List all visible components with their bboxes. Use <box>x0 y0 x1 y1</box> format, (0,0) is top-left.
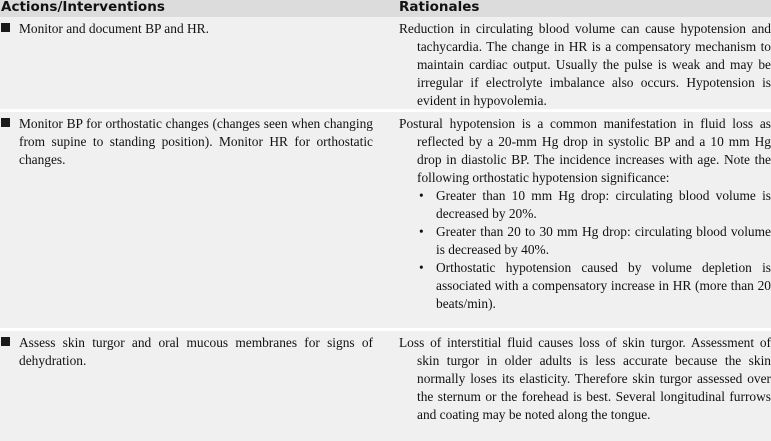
square-bullet-icon <box>1 337 10 346</box>
list-item <box>399 223 771 259</box>
bullet-dot-icon: • <box>419 260 424 275</box>
actions-column-header: Actions/Interventions <box>1 0 165 15</box>
rationale-text: Loss of interstitial fluid causes loss of skin turgor. Assessment of skin turgor in older adults is less accurate because the skin normally loses its elasticity. Therefore skin turgor assessed over the sternum or the forehead is best. Several longitudinal furrows and coating may be noted along the tongue. <box>399 335 771 422</box>
rationale-text: Postural hypotension is a common manifestation in fluid loss as reflected by a 20-mm Hg drop in systolic BP and a 10 mm Hg drop in diastolic BP. The incidence increases with age. Note the following orthostatic hypotension significance: <box>399 116 771 185</box>
list-item-text: Greater than 10 mm Hg drop: circulating blood volume is decreased by 20%. <box>436 188 771 221</box>
table-row <box>0 112 771 328</box>
square-bullet-icon <box>1 118 10 127</box>
orthostatic-significance-list <box>399 187 771 313</box>
bullet-dot-icon: • <box>419 188 424 203</box>
action-text: Monitor and document BP and HR. <box>19 21 209 36</box>
rationale-cell <box>399 115 771 313</box>
table-row <box>0 17 771 109</box>
action-cell <box>0 334 373 370</box>
action-text: Monitor BP for orthostatic changes (changes seen when changing from supine to standing position). Monitor HR for orthostatic changes. <box>19 116 373 167</box>
list-item-text: Orthostatic hypotension caused by volume depletion is associated with a compensatory increase in HR (more than 20 beats/min). <box>436 260 771 311</box>
list-item <box>399 187 771 223</box>
table-row <box>0 331 771 441</box>
rationale-cell <box>399 20 771 110</box>
action-cell <box>0 20 373 38</box>
square-bullet-icon <box>1 23 10 32</box>
action-cell <box>0 115 373 169</box>
rationale-text: Reduction in circulating blood volume can cause hypotension and tachycardia. The change in HR is a compensatory mechanism to maintain cardiac output. Usually the pulse is weak and may be irregular if electrolyte imbalance also occurs. Hypotension is evident in hypovolemia. <box>399 21 771 108</box>
bullet-dot-icon: • <box>419 224 424 239</box>
list-item <box>399 259 771 313</box>
list-item-text: Greater than 20 to 30 mm Hg drop: circulating blood volume is decreased by 40%. <box>436 224 771 257</box>
rationales-column-header: Rationales <box>399 0 480 15</box>
action-text: Assess skin turgor and oral mucous membranes for signs of dehydration. <box>19 335 373 368</box>
table-header-row <box>0 0 771 17</box>
rationale-cell <box>399 334 771 424</box>
